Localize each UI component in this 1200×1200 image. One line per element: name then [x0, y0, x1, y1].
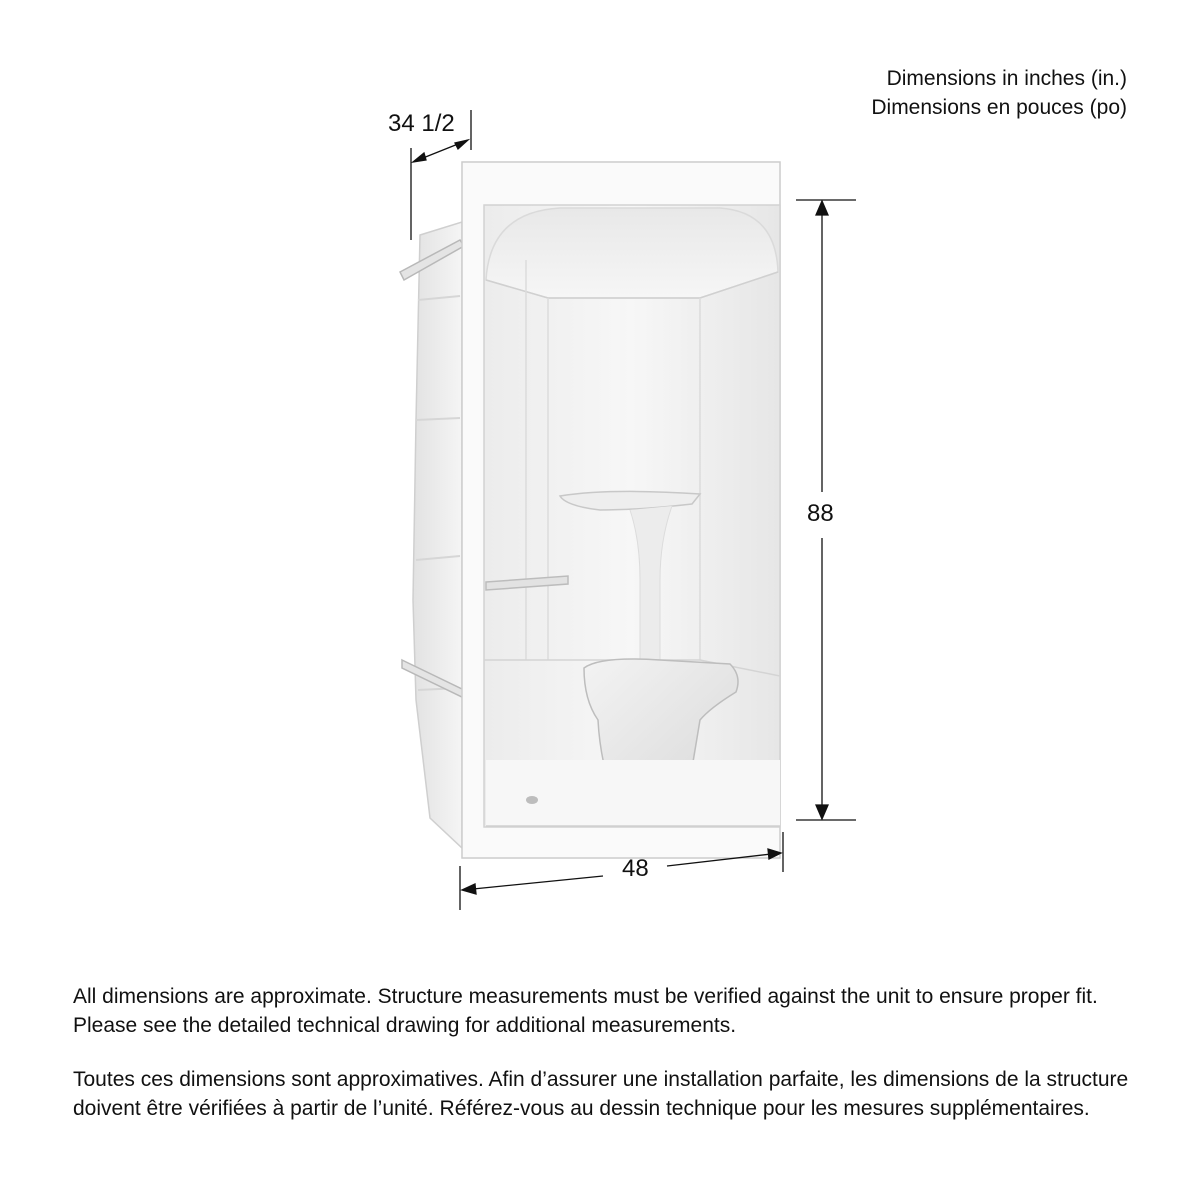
width-line-left [463, 876, 603, 890]
shower-side-shell [413, 222, 462, 848]
disclaimer-french: Toutes ces dimensions sont approximatives. Afin d’assurer une installation parfaite, les dimensions de la structure doivent être vérifiées à partir de l’unité. Référez-vous au dessin technique pour les mesures supplémentaires. [73, 1068, 1129, 1120]
disclaimer-notes [73, 982, 1133, 1123]
units-note-french: Dimensions en pouces (po) [871, 96, 1127, 119]
drain [526, 796, 538, 804]
height-label: 88 [807, 500, 834, 527]
depth-arrow-left [413, 153, 426, 162]
depth-arrow-right [455, 140, 468, 149]
shower-floor [486, 760, 780, 826]
width-arrow-left [462, 884, 476, 894]
disclaimer-english: All dimensions are approximate. Structure measurements must be verified against the unit to ensure proper fit. Please see the detailed technical drawing for additional measurements. [73, 985, 1098, 1037]
units-note-english: Dimensions in inches (in.) [886, 67, 1127, 90]
depth-label: 34 1/2 [388, 110, 455, 137]
width-label: 48 [622, 855, 649, 882]
height-arrow-bottom [816, 805, 828, 819]
shower-ceiling [486, 208, 778, 298]
shower-unit [400, 162, 780, 858]
height-arrow-top [816, 201, 828, 215]
